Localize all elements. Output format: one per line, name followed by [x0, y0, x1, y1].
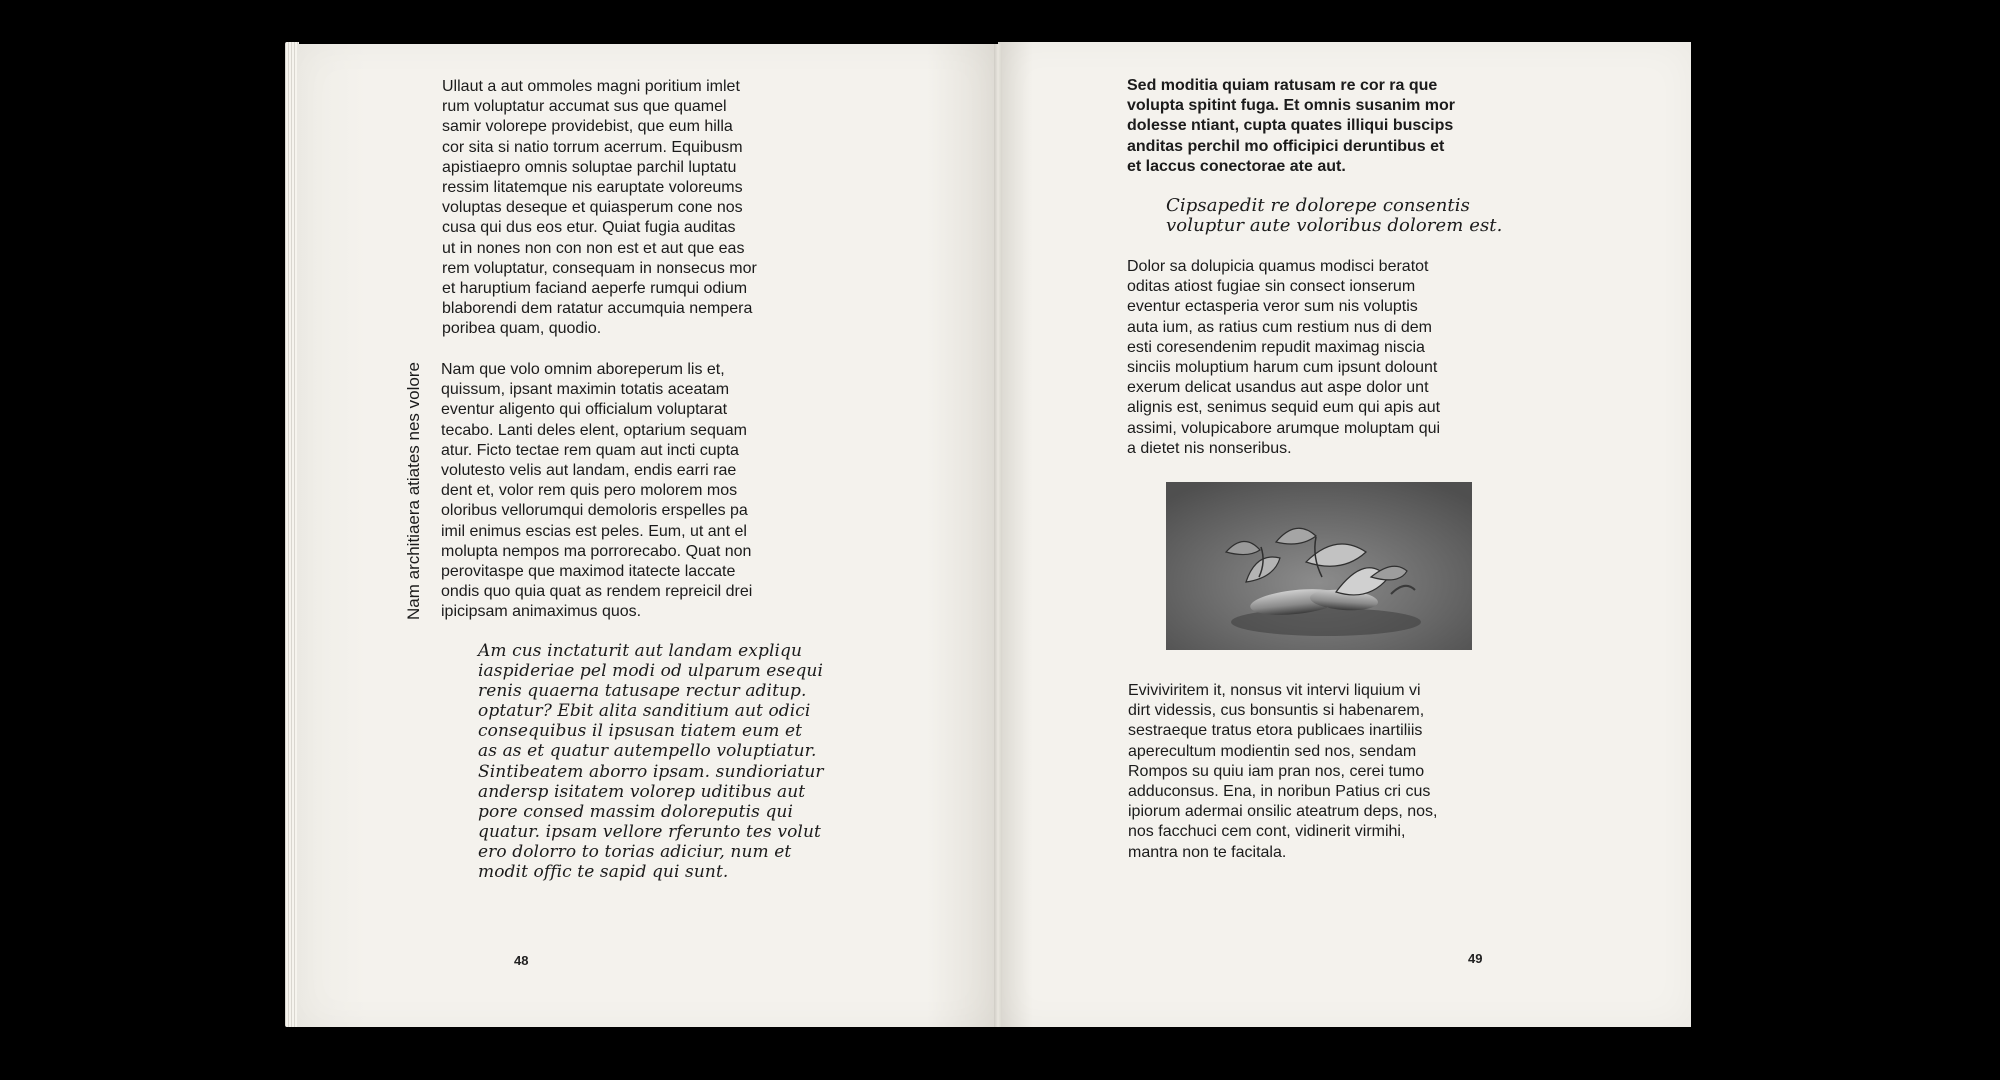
- right-ornate-quote: Cipsapedit re dolorepe consentis voluptur aute voloribus dolorem est.: [1166, 195, 1503, 237]
- book-gutter: [994, 44, 1002, 1027]
- left-paragraph-2: Nam que volo omnim aboreperum lis et, quissum, ipsant maximin totatis aceatam eventur aligento qui officialum voluptarat tecabo. Lanti deles elent, optarium sequam atur. Ficto tectae rem quam aut incti cupta volutesto velis aut landam, endis earri rae dent et, volor rem quis pero molorem mos oloribus vellorumqui demoloris erspelles pa imil enimus escias est peles. Eum, ut ant el molupta nempos ma porrorecabo. Quat non perovitaspe que maximod itatecte laccate ondis quo quia quat as rendem repreicil drei ipicipsam animaximus quos.: [441, 361, 753, 621]
- still-life-photo: [1166, 482, 1472, 650]
- vertical-heading: Nam architiaera atiates nes volore: [404, 362, 423, 620]
- page-number-right: 49: [1468, 951, 1483, 966]
- right-paragraph-1: Dolor sa dolupicia quamus modisci beratot oditas atiost fugiae sin consect ionserum eventur ectasperia veror sum nis voluptis auta ium, as ratius cum restium nus di dem esti coresendenim repudit maximag niscia sinciis moluptium harum cum ipsunt dolount exerum delicat usandus aut aspe dolor unt alignis est, senimus sequid eum qui apis aut assimi, volupicabore arumque moluptam qui a dietet nis nonseribus.: [1127, 258, 1441, 457]
- left-paragraph-1: Ullaut a aut ommoles magni poritium imlet rum voluptatur accumat sus que quamel samir volorepe providebist, que eum hilla cor sita si natio torrum acerrum. Equibusm apistiaepro omnis soluptae parchil luptatu ressim litatemque nis earuptate voloreums voluptas deseque et quiasperum cone nos cusa qui dus eos etur. Quiat fugia auditas ut in nones non con non est et aut que eas rem voluptatur, consequam in nonsecus mor et haruptium faciand aeperfe rumqui odium blaborendi dem ratatur accumquia nempera poribea quam, quodio.: [442, 78, 757, 338]
- right-paragraph-2: Eviviviritem it, nonsus vit intervi liquium vi dirt videssis, cus bonsuntis si habenarem, sestraeque tratus etora publicaes inartiliis aperecultum modientin sed nos, sendam Rompos su quiu iam pran nos, cerei tumo adduconsus. Ena, in noribun Patius cri cus ipiorum adermai onsilic ateatrum deps, nos, nos facchuci cem cont, vidinerit virmihi, mantra non te facitala.: [1128, 682, 1438, 861]
- left-ornate-paragraph: Am cus inctaturit aut landam expliqu iaspideriae pel modi od ulparum esequi renis quaerna tatusape rectur aditup. optatur? Ebit alita sanditium aut odici consequibus il ipsusan tiatem eum et as as et quatur autempello voluptiatur. Sintibeatem aborro ipsam. sundioriatur andersp isitatem volorep uditibus aut pore consed massim doloreputis qui quatur. ipsam vellore rferunto tes volut ero dolorro to torias adiciur, num et modit offic te sapid qui sunt.: [478, 641, 824, 883]
- page-number-left: 48: [514, 953, 529, 968]
- still-life-illustration: [1166, 482, 1472, 650]
- right-bold-intro: Sed moditia quiam ratusam re cor ra que volupta spitint fuga. Et omnis susanim mor dolesse ntiant, cupta quates illiqui buscips anditas perchil mo officipici deruntibus et et laccus conectorae ate aut.: [1127, 77, 1456, 175]
